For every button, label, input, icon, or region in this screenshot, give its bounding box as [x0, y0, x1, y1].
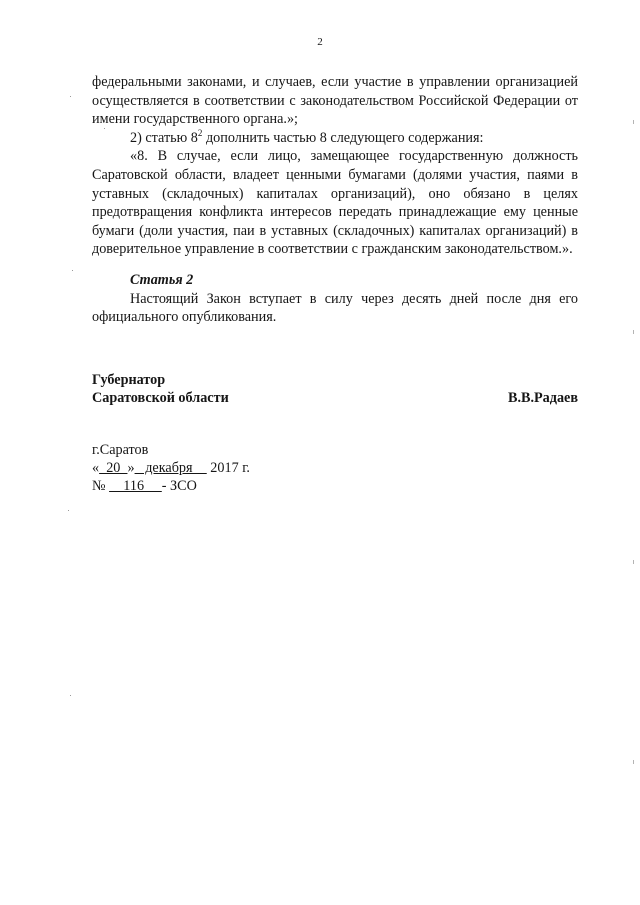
paragraph-new-part-8: «8. В случае, если лицо, замещающее государственную должность Саратовской области, владеет ценными бумагами (долями участия, паями в уставных (складочных) капиталах организаций), оно обязано в целях предотвращения конфликта интересов передать принадлежащие ему ценные бумаги (доли участия, паи в уставных (складочных) капиталах организаций) в доверительное управление в соответствии с гражданским законодательством.».	[92, 148, 578, 258]
scan-artifact	[70, 96, 71, 97]
paragraph-continuation: федеральными законами, и случаев, если участие в управлении организацией осуществляется в соответствии с законодательством Российской Федерации от имени государственного органа.»;	[92, 74, 578, 128]
date-month: декабря	[134, 460, 207, 476]
date-close-quote: »	[127, 460, 135, 476]
date-line	[92, 459, 250, 477]
date-year: 2017 г.	[206, 460, 250, 476]
signer-region: Саратовской области	[92, 390, 229, 406]
signer-name: В.В.Радаев	[507, 390, 578, 406]
law-number: 116	[109, 478, 162, 494]
scan-artifact	[633, 760, 634, 764]
signature-row	[92, 389, 578, 407]
date-open-quote: «	[92, 460, 100, 476]
scan-artifact	[72, 270, 73, 271]
amendment-item-text-end: дополнить частью 8 следующего содержания:	[202, 129, 484, 146]
date-day: 20	[99, 460, 128, 476]
page-number: 2	[317, 36, 323, 48]
place-city: г.Саратов	[92, 442, 149, 458]
number-line	[92, 477, 250, 495]
place-date-number-block	[92, 441, 250, 495]
article-2-title: Статья 2	[130, 271, 194, 288]
paragraph-amendment-item	[92, 129, 578, 148]
article-superscript: 2	[197, 127, 203, 138]
signer-position: Губернатор	[92, 372, 166, 388]
scan-artifact	[633, 560, 634, 564]
number-suffix: - ЗСО	[161, 478, 197, 494]
scan-artifact	[70, 695, 71, 696]
signature-block	[92, 371, 578, 407]
scan-artifact	[104, 128, 105, 129]
number-prefix: №	[92, 478, 110, 494]
amendment-item-text: 2) статью 8	[130, 129, 198, 146]
scan-artifact	[633, 120, 634, 124]
scan-artifact	[68, 510, 69, 511]
scan-artifact	[633, 330, 634, 334]
article-2-text: Настоящий Закон вступает в силу через десять дней после дня его официального опубликования.	[92, 290, 578, 326]
document-body	[92, 73, 578, 327]
